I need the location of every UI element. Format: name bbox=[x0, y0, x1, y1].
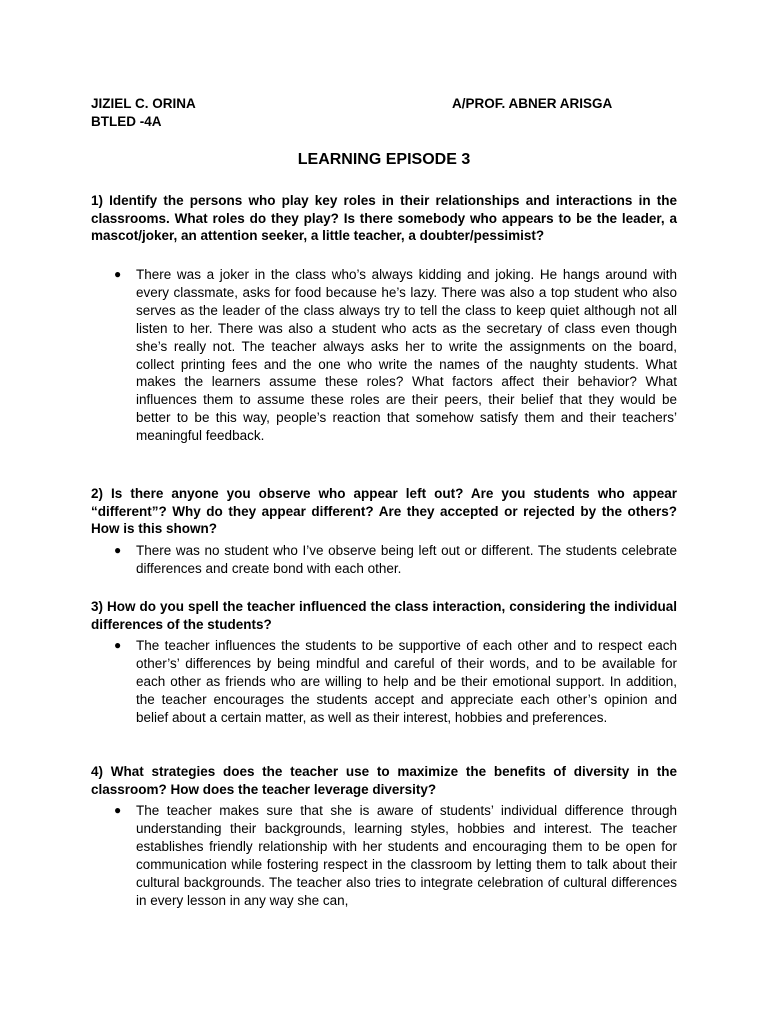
question-2: 2) Is there anyone you observe who appear left out? Are you students who appear “different”? Why do they appear different? Are they accepted or rejected by the others? How is this shown? bbox=[91, 486, 677, 537]
page-title: LEARNING EPISODE 3 bbox=[297, 151, 471, 168]
bullet-icon: ● bbox=[114, 638, 122, 652]
question-1: 1) Identify the persons who play key roles in their relationships and interactions in the classrooms. What roles do they play? Is there somebody who appears to be the leader, a mascot/joker, an attention seeker, a little teacher, a doubter/pessimist? bbox=[91, 193, 677, 244]
answer-2-text: There was no student who I’ve observe being left out or different. The students celebrate differences and create bond with each other. bbox=[136, 543, 677, 576]
student-name: JIZIEL C. ORINA bbox=[91, 96, 196, 111]
answer-3-text: The teacher influences the students to be supportive of each other and to respect each other’s’ differences by being mindful and careful of their words, and to be available for each other as friends who are willing to help and be their emotional support. In addition, the teacher encourages the students accept and appreciate each other’s opinion and belief about a certain matter, as well as their interest, hobbies and preferences. bbox=[136, 638, 677, 725]
answer-3 bbox=[114, 637, 677, 727]
bullet-icon: ● bbox=[114, 267, 122, 281]
course-section: BTLED -4A bbox=[91, 114, 162, 129]
answer-4 bbox=[114, 802, 677, 909]
answer-1-text: There was a joker in the class who’s always kidding and joking. He hangs around with every classmate, asks for food because he’s lazy. There was also a top student who also serves as the leader of the class always try to tell the class to keep quiet although not all listen to her. There was also a student who acts as the secretary of class even though she’s really not. The teacher always asks her to write the assignments on the board, collect printing fees and the one who write the names of the naughty students. What makes the learners assume these roles? What factors affect their behavior? What influences them to assume these roles are their peers, their belief that they would be better to be this way, people’s reaction that somehow satisfy them and their teachers’ meaningful feedback. bbox=[136, 267, 677, 444]
bullet-icon: ● bbox=[114, 543, 122, 557]
question-3: 3) How do you spell the teacher influenced the class interaction, considering the individual differences of the students? bbox=[91, 599, 677, 632]
professor-name: A/PROF. ABNER ARISGA bbox=[452, 96, 613, 111]
question-4: 4) What strategies does the teacher use to maximize the benefits of diversity in the classroom? How does the teacher leverage diversity? bbox=[91, 764, 677, 797]
answer-1 bbox=[114, 266, 677, 445]
answer-4-text: The teacher makes sure that she is aware of students’ individual difference through understanding their backgrounds, learning styles, hobbies and interest. The teacher establishes friendly relationship with her students and encouraging them to be open for communication while fostering respect in the classroom by letting them to talk about their cultural backgrounds. The teacher also tries to integrate celebration of cultural differences in every lesson in any way she can, bbox=[136, 803, 677, 908]
bullet-icon: ● bbox=[114, 803, 122, 817]
answer-2 bbox=[114, 542, 677, 578]
